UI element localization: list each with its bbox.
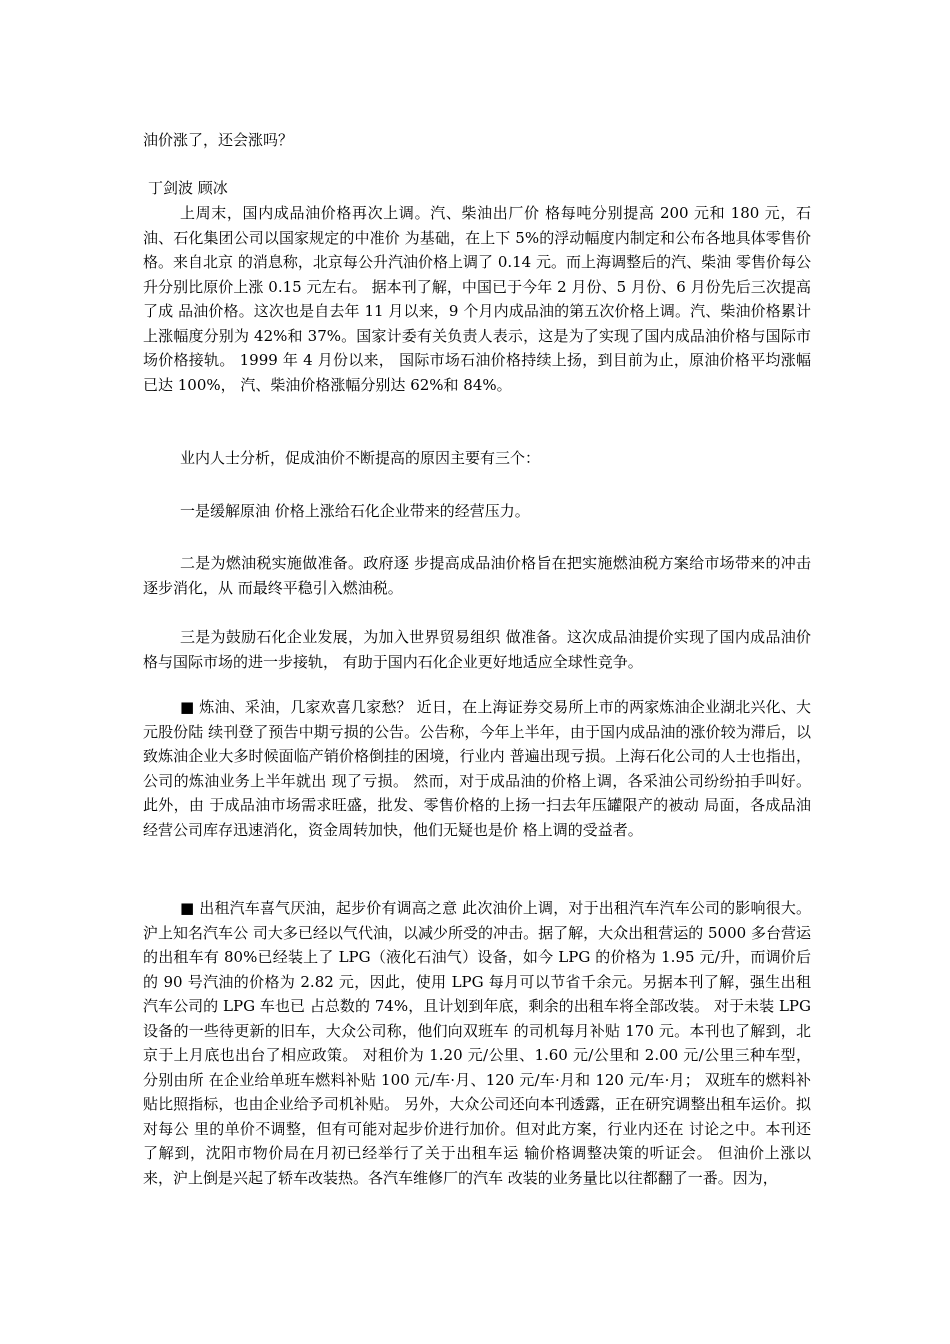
paragraph-analysis: 业内人士分析，促成油价不断提高的原因主要有三个： [180, 449, 541, 467]
article-authors: 丁剑波 顾冰 [148, 179, 228, 197]
paragraph-reason-one: 一是缓解原油 价格上涨给石化企业带来的经营压力。 [180, 502, 530, 520]
article-title: 油价涨了，还会涨吗？ [143, 131, 294, 149]
paragraph-intro: 上周末，国内成品油价格再次上调。汽、柴油出厂价 格每吨分别提高 200 元和 180 元，石油、石化集团公司以国家规定的中准价 为基础，在上下 5%的浮动幅度内制定和公布各地具体零售价格。来自北京 的消息称，北京每公升汽油价格上调了 0.14 元。而上海调整后的汽、柴油 零售价每公升分别比原价上涨 0.15 元左右。 据本刊了解，中国已于今年 2 月份、5 月份、6 月份先后三次提高了成 品油价格。这次也是自去年 11 月以来，9 个月内成品油的第五次价格上调。汽、柴油价格累计上涨幅度分别为 42%和 37%。国家计委有关负责人表示，这是为了实现了国内成品油价格与国际市场价格接轨。 1999 年 4 月份以来， 国际市场石油价格持续上扬，到目前为止，原油价格平均涨幅已达 100%， 汽、柴油价格涨幅分别达 62%和 84%。 [143, 204, 811, 394]
paragraph-refining: ■ 炼油、采油，几家欢喜几家愁？ 近日，在上海证券交易所上市的两家炼油企业湖北兴化、大元股份陆 续刊登了预告中期亏损的公告。公告称，今年上半年，由于国内成品油的涨价较为滞后，以致炼油企业大多时候面临产销价格倒挂的困境，行业内 普遍出现亏损。上海石化公司的人士也指出，公司的炼油业务上半年就出 现了亏损。 然而，对于成品油的价格上调，各采油公司纷纷拍手叫好。此外，由 于成品油市场需求旺盛，批发、零售价格的上扬一扫去年压罐限产的被动 局面，各成品油经营公司库存迅速消化，资金周转加快，他们无疑也是价 格上调的受益者。 [143, 698, 811, 839]
paragraph-reason-three: 三是为鼓励石化企业发展，为加入世界贸易组织 做准备。这次成品油提价实现了国内成品油价格与国际市场的进一步接轨， 有助于国内石化企业更好地适应全球性竞争。 [143, 628, 811, 671]
paragraph-taxi: ■ 出租汽车喜气厌油，起步价有调高之意 此次油价上调，对于出租汽车汽车公司的影响很大。沪上知名汽车公 司大多已经以气代油，以减少所受的冲击。据了解，大众出租营运的 5000 多台营运的出租车有 80%已经装上了 LPG（液化石油气）设备，如今 LPG 的价格为 1.95 元/升，而调价后的 90 号汽油的价格为 2.82 元，因此，使用 LPG 每月可以节省千余元。另据本刊了解，强生出租汽车公司的 LPG 车也已 占总数的 74%，且计划到年底，剩余的出租车将全部改装。 对于未装 LPG 设备的一些待更新的旧车，大众公司称，他们向双班车 的司机每月补贴 170 元。本刊也了解到，北京于上月底也出台了相应政策。 对租价为 1.20 元/公里、1.60 元/公里和 2.00 元/公里三种车型，分别由所 在企业给单班车燃料补贴 100 元/车·月、120 元/车·月和 120 元/车·月； 双班车的燃料补贴比照指标，也由企业给予司机补贴。 另外，大众公司还向本刊透露，正在研究调整出租车运价。拟对每公 里的单价不调整，但有可能对起步价进行加价。但对此方案，行业内还在 讨论之中。本刊还了解到，沈阳市物价局在月初已经举行了关于出租车运 输价格调整决策的听证会。 但油价上涨以来，沪上倒是兴起了轿车改装热。各汽车维修厂的汽车 改装的业务量比以往都翻了一番。因为， [143, 899, 811, 1187]
paragraph-reason-two: 二是为燃油税实施做准备。政府逐 步提高成品油价格旨在把实施燃油税方案给市场带来的冲击逐步消化，从 而最终平稳引入燃油税。 [143, 554, 811, 597]
